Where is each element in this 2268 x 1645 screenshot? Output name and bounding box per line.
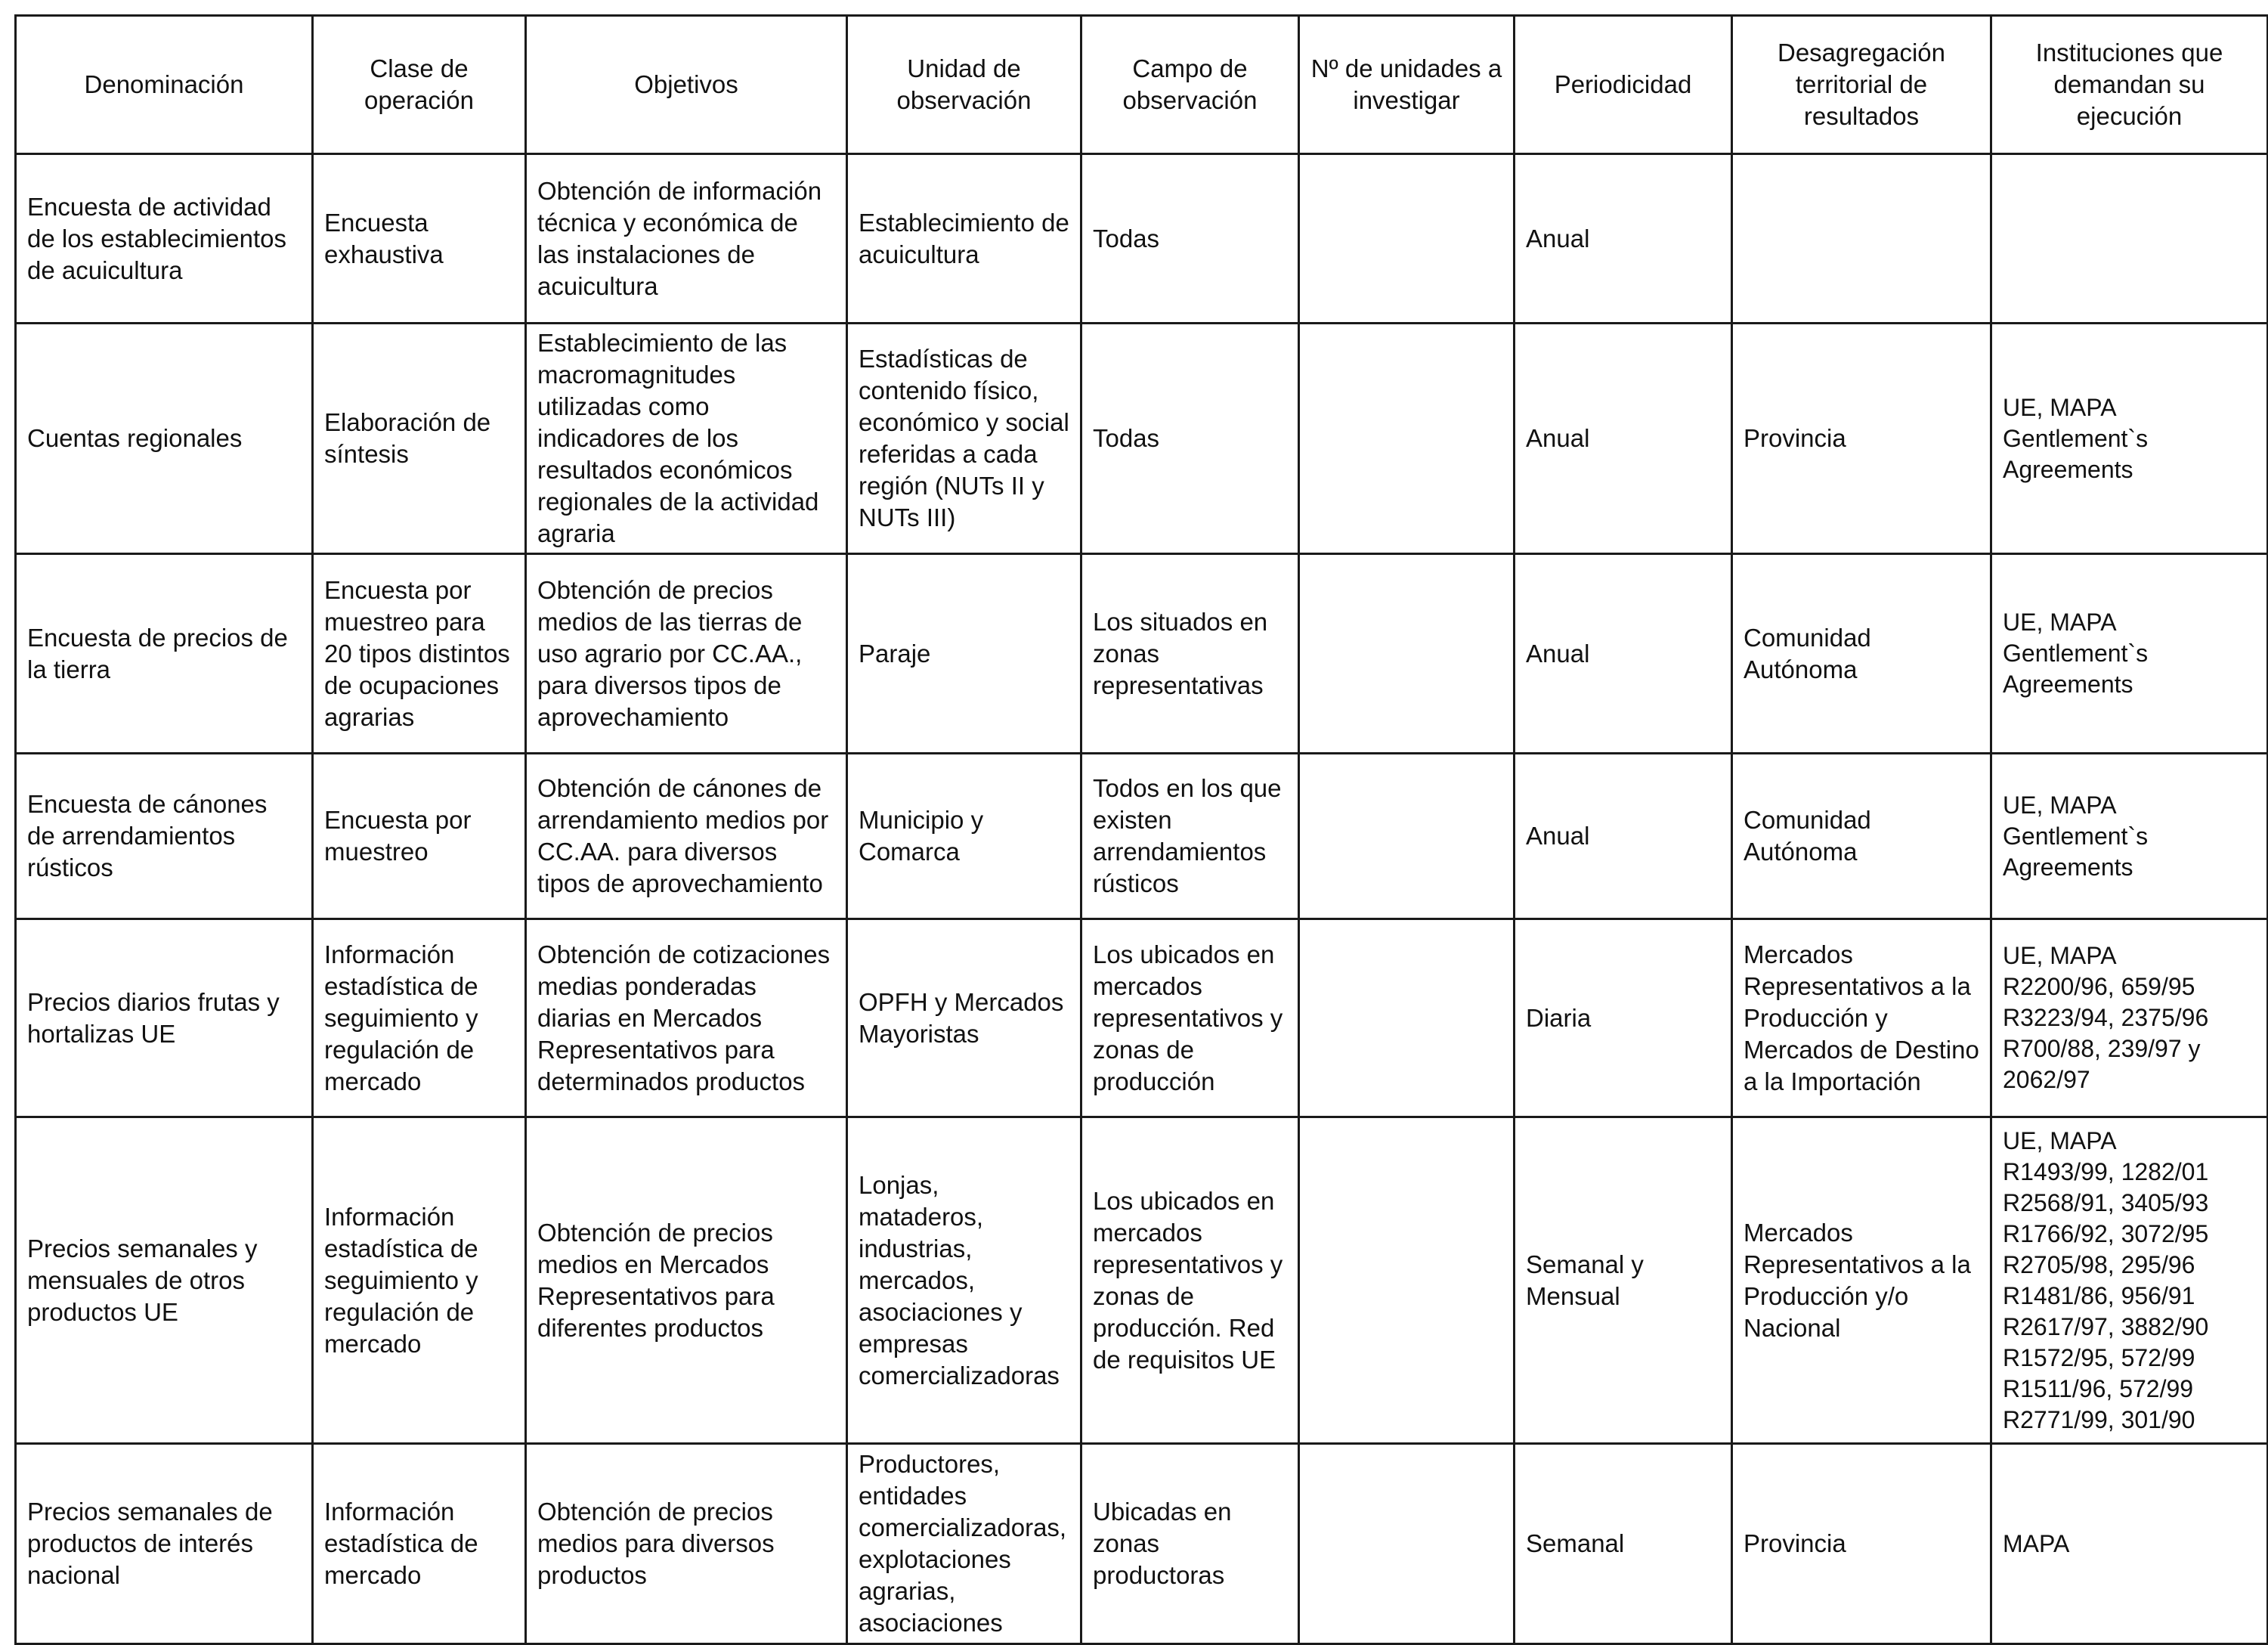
header-unidad-observacion: Unidad de observación <box>847 16 1081 154</box>
cell-num-unidades <box>1299 154 1515 324</box>
cell-denominacion: Cuentas regionales <box>16 324 313 554</box>
cell-periodicidad: Semanal <box>1515 1444 1732 1644</box>
cell-unidad: Paraje <box>847 554 1081 754</box>
cell-campo: Los ubicados en mercados representativos y zonas de producción <box>1081 919 1299 1117</box>
cell-periodicidad: Anual <box>1515 324 1732 554</box>
cell-instituciones: MAPA <box>1991 1444 2268 1644</box>
cell-objetivos: Obtención de precios medios de las tierras de uso agrario por CC.AA., para diversos tipos de aprovechamiento <box>526 554 847 754</box>
cell-instituciones: UE, MAPA R2200/96, 659/95 R3223/94, 2375/96 R700/88, 239/97 y 2062/97 <box>1991 919 2268 1117</box>
cell-instituciones <box>1991 154 2268 324</box>
cell-campo: Todos en los que existen arrendamientos rústicos <box>1081 754 1299 919</box>
cell-desagregacion: Mercados Representativos a la Producción y Mercados de Destino a la Importación <box>1732 919 1991 1117</box>
cell-desagregacion: Provincia <box>1732 324 1991 554</box>
header-clase-operacion: Clase de operación <box>313 16 526 154</box>
cell-objetivos: Obtención de cotizaciones medias ponderadas diarias en Mercados Representativos para determinados productos <box>526 919 847 1117</box>
cell-unidad: Lonjas, mataderos, industrias, mercados, asociaciones y empresas comercializadoras <box>847 1117 1081 1444</box>
statistics-operations-table <box>14 14 2268 1645</box>
cell-denominacion: Encuesta de actividad de los establecimientos de acuicultura <box>16 154 313 324</box>
cell-objetivos: Obtención de cánones de arrendamiento medios por CC.AA. para diversos tipos de aprovechamiento <box>526 754 847 919</box>
cell-denominacion: Encuesta de cánones de arrendamientos rústicos <box>16 754 313 919</box>
header-row <box>16 16 2268 154</box>
table-row <box>16 554 2268 754</box>
cell-unidad: OPFH y Mercados Mayoristas <box>847 919 1081 1117</box>
cell-denominacion: Precios semanales y mensuales de otros productos UE <box>16 1117 313 1444</box>
cell-clase: Elaboración de síntesis <box>313 324 526 554</box>
header-denominacion: Denominación <box>16 16 313 154</box>
cell-unidad: Municipio y Comarca <box>847 754 1081 919</box>
cell-objetivos: Obtención de información técnica y económica de las instalaciones de acuicultura <box>526 154 847 324</box>
cell-campo: Los situados en zonas representativas <box>1081 554 1299 754</box>
cell-num-unidades <box>1299 754 1515 919</box>
table-row <box>16 754 2268 919</box>
cell-num-unidades <box>1299 1117 1515 1444</box>
cell-instituciones: UE, MAPA R1493/99, 1282/01 R2568/91, 3405/93 R1766/92, 3072/95 R2705/98, 295/96 R1481/86, 956/91 R2617/97, 3882/90 R1572/95, 572/99 R1511/96, 572/99 R2771/99, 301/90 <box>1991 1117 2268 1444</box>
cell-periodicidad: Anual <box>1515 554 1732 754</box>
header-desagregacion: Desagregación territorial de resultados <box>1732 16 1991 154</box>
cell-denominacion: Encuesta de precios de la tierra <box>16 554 313 754</box>
cell-unidad: Establecimiento de acuicultura <box>847 154 1081 324</box>
table-row <box>16 919 2268 1117</box>
cell-objetivos: Obtención de precios medios en Mercados Representativos para diferentes productos <box>526 1117 847 1444</box>
cell-denominacion: Precios diarios frutas y hortalizas UE <box>16 919 313 1117</box>
cell-desagregacion <box>1732 154 1991 324</box>
cell-objetivos: Obtención de precios medios para diversos productos <box>526 1444 847 1644</box>
header-periodicidad: Periodicidad <box>1515 16 1732 154</box>
cell-periodicidad: Diaria <box>1515 919 1732 1117</box>
cell-campo: Ubicadas en zonas productoras <box>1081 1444 1299 1644</box>
cell-instituciones: UE, MAPA Gentlement`s Agreements <box>1991 554 2268 754</box>
cell-periodicidad: Semanal y Mensual <box>1515 1117 1732 1444</box>
cell-periodicidad: Anual <box>1515 754 1732 919</box>
cell-campo: Todas <box>1081 154 1299 324</box>
cell-instituciones: UE, MAPA Gentlement`s Agreements <box>1991 324 2268 554</box>
cell-clase: Información estadística de mercado <box>313 1444 526 1644</box>
cell-clase: Encuesta exhaustiva <box>313 154 526 324</box>
table-row <box>16 1117 2268 1444</box>
header-instituciones: Instituciones que demandan su ejecución <box>1991 16 2268 154</box>
cell-denominacion: Precios semanales de productos de interés nacional <box>16 1444 313 1644</box>
table-row <box>16 1444 2268 1644</box>
cell-clase: Información estadística de seguimiento y regulación de mercado <box>313 919 526 1117</box>
cell-num-unidades <box>1299 1444 1515 1644</box>
header-campo-observacion: Campo de observación <box>1081 16 1299 154</box>
header-objetivos: Objetivos <box>526 16 847 154</box>
cell-clase: Encuesta por muestreo <box>313 754 526 919</box>
cell-campo: Todas <box>1081 324 1299 554</box>
cell-desagregacion: Comunidad Autónoma <box>1732 554 1991 754</box>
cell-desagregacion: Comunidad Autónoma <box>1732 754 1991 919</box>
header-num-unidades: Nº de unidades a investigar <box>1299 16 1515 154</box>
cell-num-unidades <box>1299 324 1515 554</box>
cell-periodicidad: Anual <box>1515 154 1732 324</box>
table-row <box>16 154 2268 324</box>
cell-desagregacion: Provincia <box>1732 1444 1991 1644</box>
cell-num-unidades <box>1299 554 1515 754</box>
cell-instituciones: UE, MAPA Gentlement`s Agreements <box>1991 754 2268 919</box>
cell-num-unidades <box>1299 919 1515 1117</box>
cell-clase: Información estadística de seguimiento y regulación de mercado <box>313 1117 526 1444</box>
cell-objetivos: Establecimiento de las macromagnitudes utilizadas como indicadores de los resultados económicos regionales de la actividad agraria <box>526 324 847 554</box>
cell-unidad: Productores, entidades comercializadoras, explotaciones agrarias, asociaciones <box>847 1444 1081 1644</box>
cell-unidad: Estadísticas de contenido físico, económico y social referidas a cada región (NUTs II y NUTs III) <box>847 324 1081 554</box>
cell-campo: Los ubicados en mercados representativos y zonas de producción. Red de requisitos UE <box>1081 1117 1299 1444</box>
cell-clase: Encuesta por muestreo para 20 tipos distintos de ocupaciones agrarias <box>313 554 526 754</box>
table-row <box>16 324 2268 554</box>
cell-desagregacion: Mercados Representativos a la Producción y/o Nacional <box>1732 1117 1991 1444</box>
